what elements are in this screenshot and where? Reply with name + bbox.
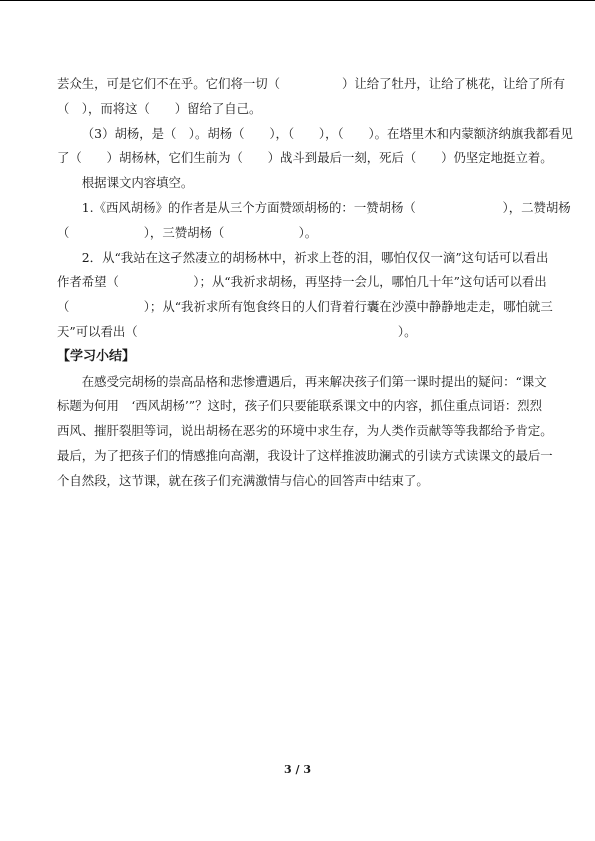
- question-line: 天”可以看出（ ）。: [57, 323, 417, 339]
- page-number: 3 / 3: [284, 763, 311, 776]
- question-line: 1.《西风胡杨》的作者是从三个方面赞颂胡杨的：一赞胡杨（ ），二赞胡杨: [81, 199, 571, 215]
- text-line: 芸众生，可是它们不在乎。它们将一切（ ）让给了牡丹，让给了桃花，让给了所有: [57, 76, 566, 91]
- text-line: （ ），而将这（ ）留给了自己。: [57, 100, 262, 116]
- text-line: 了（ ）胡杨林，它们生前为（ ）战斗到最后一刻，死后（ ）仍坚定地挺立着。: [57, 150, 553, 166]
- summary-line: 标题为何用 ‘西风胡杨’”？这时，孩子们只要能联系课文中的内容，抓住重点词语：烈烈: [57, 398, 543, 414]
- summary-line: 最后，为了把孩子们的情感推向高潮，我设计了这样推波助澜式的引读方式读课文的最后一: [57, 447, 553, 463]
- header-rule: [0, 0, 595, 1]
- question-line: （ ），三赞胡杨（ ）。: [57, 224, 318, 240]
- summary-line: 在感受完胡杨的崇高品格和悲惨遭遇后，再来解决孩子们第一课时提出的疑问：“课文: [81, 373, 547, 389]
- text-line: （3）胡杨，是（ ）。胡杨（ ），（ ），（ ）。在塔里木和内蒙额济纳旗我都看见: [81, 125, 573, 141]
- question-line: 2．从“我站在这孑然凄立的胡杨林中，祈求上苍的泪，哪怕仅仅一滴”这句话可以看出: [81, 249, 549, 265]
- summary-line: 西风、摧肝裂胆等词，说出胡杨在恶劣的环境中求生存，为人类作贡献等等我都给予肯定。: [57, 423, 553, 439]
- instruction-line: 根据课文内容填空。: [81, 175, 194, 191]
- question-line: （ ）；从“我祈求所有饱食终日的人们背着行囊在沙漠中静静地走走，哪怕就三: [57, 299, 553, 315]
- question-line: 作者希望（ ）；从“我祈求胡杨，再坚持一会儿，哪怕几十年”这句话可以看出: [57, 274, 547, 290]
- document-body: [57, 72, 573, 494]
- summary-line: 个自然段，这节课，就在孩子们充满激情与信心的回答声中结束了。: [57, 472, 429, 488]
- section-heading: 【学习小结】: [57, 348, 136, 364]
